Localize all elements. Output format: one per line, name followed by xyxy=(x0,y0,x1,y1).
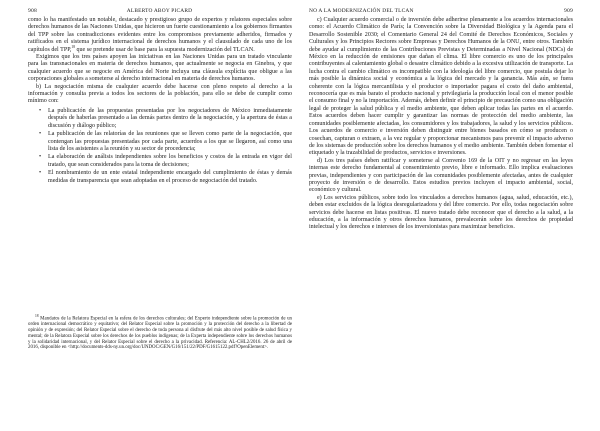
paragraph: d) Los tres países deben ratificar y someterse al Convenio 169 de la OIT y no regresar en las leyes internas este derecho fundamental al consentimiento previo, libre e informado. Ello implica evaluaciones previas, independientes y con participación de las comunidades posiblemente afectadas, antes de cualquier proyecto de inversión o de desarrollo. Estos estudios previos incluyen el impacto ambiental, social, económico y cultural. xyxy=(309,157,573,194)
right-body-text xyxy=(309,17,573,232)
paragraph-text: como lo ha manifestado un notable, destacado y prestigioso grupo de expertos y relatores especiales sobre derechos humanos de las Naciones Unidas, que hicieron un fuerte cuestionamiento a los gobiernos firmantes del TPP sobre las contradicciones evidentes entre los compromisos previamente adheridos, firmados y ratificados en el sistema jurídico internacional de derechos humanos y el clausulado de cada uno de los capítulos del TPP, xyxy=(28,17,292,53)
right-page xyxy=(300,0,600,431)
right-running-head xyxy=(309,8,573,17)
bullet-list xyxy=(28,108,292,185)
footnote xyxy=(28,316,292,351)
paragraph: b) La negociación misma de cualquier acuerdo debe hacerse con pleno respeto al derecho a la información y consulta previa a todos los sectores de la población, para ello se debe de cumplir como mínimo con: xyxy=(28,83,292,105)
footnote-body: Mandatos de la Relatora Especial en la esfera de los derechos culturales; del Experto independiente sobre la promoción de un orden internacional democrático y equitativo; del Relator Especial sobre la promoción y la protección del derecho a la libertad de opinión y de expresión; del Relator Especial sobre el derecho de toda persona al disfrute del más alto nivel posible de salud física y mental; de la Relatora Especial sobre los derechos de los pueblos indígenas; de la Experta independiente sobre los derechos humanos y la solidaridad internacional, y del Relator Especial sobre el derecho a la privacidad. Referencia: AL-CHL2/2016. 26 de abril de 2016, disponible en <http://documents-dds-ny.un.org/doc/UNDOC/GEN/G16/151/22/PDF/G1615122.pdf?OpenElement>. xyxy=(28,316,292,351)
running-head-title: NO A LA MODERNIZACIÓN DEL TLCAN xyxy=(309,8,414,14)
left-body-text xyxy=(28,17,292,185)
left-running-head xyxy=(28,8,292,17)
paragraph: c) Cualquier acuerdo comercial o de inversión debe adherirse plenamente a los acuerdos internacionales como: el Acuerdo Climático de París; la Convención sobre la Diversidad Biológica y la Agenda para el Desarrollo Sostenible 2030; el Comentario General 24 del Comité de Derechos Económicos, Sociales y Culturales y los Principios Rectores sobre Empresas y Derechos Humanos de la ONU, entre otros. También debe ayudar al cumplimiento de las Contribuciones Previstas y Determinadas a Nivel Nacional (NDCs) de México en la reducción de emisiones que dañan el clima. El libre comercio es uno de los principales contribuyentes al calentamiento global o desastre climático debido a la excesiva utilización de transporte. La lucha contra el cambio climático es incompatible con la ideología del libre comercio, que postula dejar lo más posible la dinámica social y económica a la lógica del mercado y la ganancia. Más aún, se fuera coherente con la lógica mercantilista y el productor o importador pagara el costo del daño ambiental, reconocería que es más barato el producto nacional y privilegiaría la producción local con el menor posible el consumo final y no la importación. Además, deben definir el principio de precaución como una obligación legal de proteger la salud pública y el medio ambiente, que deben aplicar todas las partes en el acuerdo. Estos acuerdos deben hacer cumplir y garantizar las normas de protección del medio ambiente, las comunidades posiblemente afectadas, los consumidores y los trabajadores, la salud y los servicios públicos. Los acuerdos de comercio e inversión deben distinguir entre bienes basados en cómo se producen o cosechan, capturan o extraen, a la vez regular y proporcionar mecanismos para prevenir el impacto adverso de los sistemas de producción sobre los derechos humanos y el medio ambiente. También deben fomentar el etiquetado y la trazabilidad de productos, servicios e inversiones. xyxy=(309,17,573,157)
list-item: • El nombramiento de un ente estatal independiente encargado del cumplimiento de éstas y demás medidas de transparencia que sean adoptadas en el proceso de negociación del tratado. xyxy=(48,170,292,185)
page-number-left: 908 xyxy=(28,8,37,14)
list-item: • La publicación de las relatorías de las reuniones que se lleven como parte de la negociación, que contengan las propuestas presentadas por cada parte, acuerdos a los que se llegaron, así como una lista de los asistentes a la reunión y su sector de procedencia; xyxy=(48,131,292,153)
paragraph: Exigimos que los tres países apoyen las iniciativas en las Naciones Unidas para un tratado vinculante para las transnacionales en materia de derechos humanos, que actualmente se negocia en Ginebra, y que cualquier acuerdo que se negocie en América del Norte incluya una cláusula explícita que obligue a las corporaciones globales a someterse al derecho internacional en materia de derechos humanos. xyxy=(28,54,292,83)
list-item: • La publicación de las propuestas presentadas por los negociadores de México inmediatamente después de haberlas presentado a las demás partes dentro de la negociación, y la apertura de éstas a discusión y diálogo público; xyxy=(48,108,292,130)
paragraph-text: que se pretende usar de base para la supuesta modernización del TLCAN. xyxy=(75,46,255,53)
footnote-reference: 18 xyxy=(71,44,75,49)
page-number-right: 909 xyxy=(564,8,573,14)
paragraph xyxy=(28,17,292,54)
running-head-author: ALBERTO ABOY PICARD xyxy=(126,8,193,14)
footnote-marker: 18 xyxy=(35,314,39,318)
list-item: • La elaboración de análisis independientes sobre los beneficios y costos de la entrada en vigor del tratado, que sean considerados para la toma de decisiones; xyxy=(48,154,292,169)
footnote-text xyxy=(28,316,292,351)
paragraph: e) Los servicios públicos, sobre todo los vinculados a derechos humanos (agua, salud, educación, etc.), deben estar excluidos de la lógica desregularizadora y del libre comercio. Por ello, todas negociación sobre servicios debe hacerse en listas positivas. El nuevo tratado debe reconocer que el derecho a la salud, a la educación, a la información y otros derechos humanos, prevalecerán sobre los derechos de propiedad intelectual y los derechos e intereses de los inversionistas para maximizar beneficios. xyxy=(309,194,573,231)
